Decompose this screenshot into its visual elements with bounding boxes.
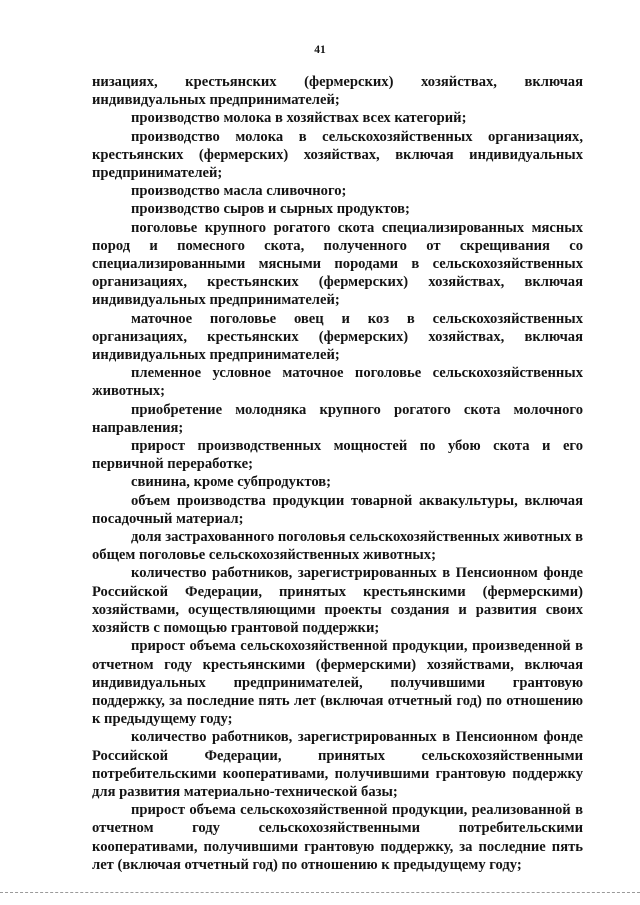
paragraph-dairy-youngstock: приобретение молодняка крупного рогатого скота молочного направления; — [92, 401, 583, 436]
scan-bottom-edge — [0, 892, 640, 893]
paragraph-breeding-stock: племенное условное маточное поголовье сельскохозяйственных животных; — [92, 365, 583, 400]
paragraph-cheese: производство сыров и сырных продуктов; — [131, 201, 410, 218]
paragraph-slaughter-capacity: прирост производственных мощностей по убою скота и его первичной переработке; — [92, 438, 583, 473]
paragraph-coop-output-growth: прирост объема сельскохозяйственной продукции, реализованной в отчетном году сельскохозяйственными потребительскими кооперативами, получившими грантовую поддержку, за последние пять лет (включая отчетный год) по отношению к предыдущему году; — [92, 802, 583, 873]
paragraph-butter: производство масла сливочного; — [131, 183, 347, 200]
document-text-body — [92, 73, 583, 874]
paragraph-pork: свинина, кроме субпродуктов; — [131, 474, 332, 491]
paragraph-milk-all-categories: производство молока в хозяйствах всех категорий; — [131, 110, 467, 127]
page-number: 41 — [314, 44, 326, 56]
paragraph-insured-livestock: доля застрахованного поголовья сельскохозяйственных животных в общем поголовье сельскохозяйственных животных; — [92, 529, 583, 564]
paragraph-farm-workers: количество работников, зарегистрированных в Пенсионном фонде Российской Федерации, принятых крестьянскими (фермерскими) хозяйствами, осуществляющими проекты создания и развития своих хозяйств с помощью грантовой поддержки; — [92, 565, 583, 637]
paragraph-beef-cattle: поголовье крупного рогатого скота специализированных мясных пород и помесного скота, полученного от скрещивания со специализированными мясными породами в сельскохозяйственных организациях, крестьянских (фермерских) хозяйствах, включая индивидуальных предпринимателей; — [92, 219, 583, 309]
paragraph-milk-organizations: производство молока в сельскохозяйственных организациях, крестьянских (фермерских) хозяйствах, включая индивидуальных предпринимателей; — [92, 128, 583, 182]
paragraph-farm-output-growth: прирост объема сельскохозяйственной продукции, произведенной в отчетном году крестьянскими (фермерскими) хозяйствами, включая индивидуальных предпринимателей, получившими грантовую поддержку, за последние пять лет (включая отчетный год) по отношению к предыдущему году; — [92, 638, 583, 728]
paragraph-aquaculture: объем производства продукции товарной аквакультуры, включая посадочный материал; — [92, 492, 583, 527]
paragraph-continuation: низациях, крестьянских (фермерских) хозяйствах, включая индивидуальных предпринимателей; — [92, 74, 583, 109]
paragraph-coop-workers: количество работников, зарегистрированных в Пенсионном фонде Российской Федерации, принятых сельскохозяйственными потребительскими кооперативами, получившими грантовую поддержку для развития материально-технической базы; — [92, 729, 583, 800]
paragraph-sheep-goats: маточное поголовье овец и коз в сельскохозяйственных организациях, крестьянских (фермерских) хозяйствах, включая индивидуальных предпринимателей; — [92, 310, 583, 364]
